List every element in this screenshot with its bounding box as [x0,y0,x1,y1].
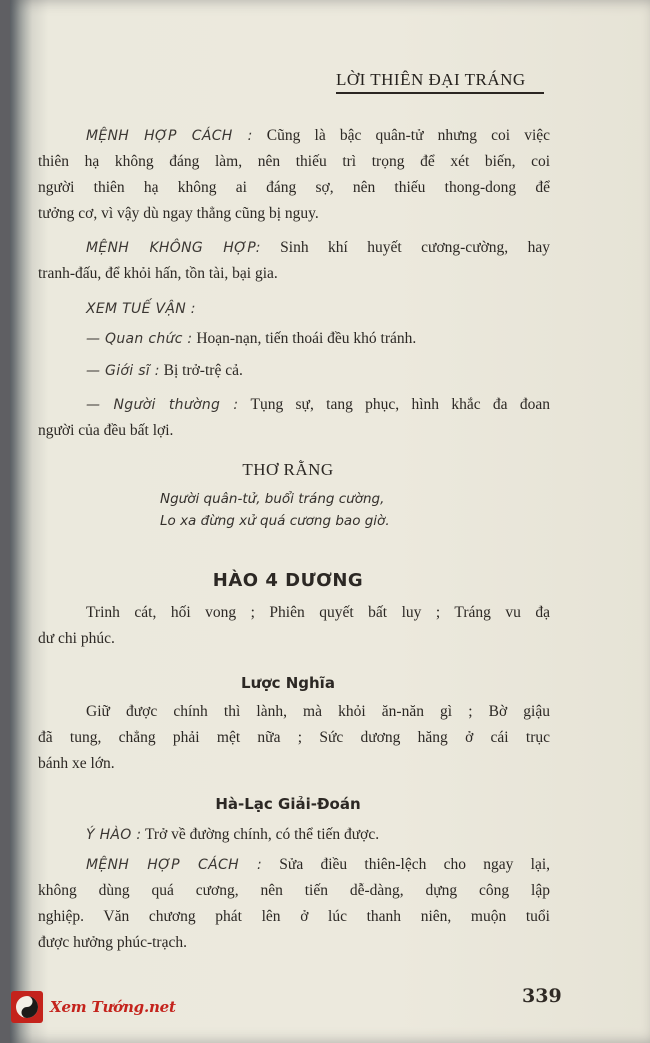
text-line: đã tung, chẳng phải mệt nữa ; Sức dương hăng ở cái trục [38,729,550,746]
text-line: bánh xe lớn. [38,755,115,772]
text-line: được hưởng phúc-trạch. [38,934,187,951]
text-line: MỆNH HỢP CÁCH : Sửa điều thiên-lệch cho ngay lại, [86,856,550,873]
ha-lac-heading: Hà-Lạc Giải-Đoán [215,795,361,813]
xem-tue-van-heading [38,296,550,322]
text-line: tranh-đấu, để khỏi hấn, tồn tài, bại gia. [38,265,278,282]
text-line: Giữ được chính thì lành, mà khỏi ăn-năn gì ; Bờ giậu [86,703,550,720]
section-label: XEM TUẾ VẬN : [86,301,196,317]
paragraph-menh-hop-cach [38,123,550,227]
tue-van-nguoi-thuong: — Người thường : Tụng sự, tang phục, hình khắc đa đoan người của đều bất lợi. [38,392,550,444]
hao-4-duong-heading: HÀO 4 DƯƠNG [212,570,364,591]
page-number: 339 [522,985,562,1007]
logo-text: Xem Tướng.net [50,998,176,1016]
item-label: — Giới sĩ : [86,363,160,379]
section-label: MỆNH HỢP CÁCH : [86,857,263,873]
text-line: không dùng quá cương, nên tiến dễ-dàng, dựng công lập [38,882,550,899]
poem [160,488,480,532]
section-label: MỆNH KHÔNG HỢP: [86,240,261,256]
text-line: thiên hạ không đáng làm, nên thiếu trì trọng để xét biến, coi [38,153,550,170]
poem-line: Người quân-tử, buổi tráng cường, [160,491,385,507]
text-line: người thiên hạ không ai đáng sợ, nên thiếu thong-dong để [38,179,550,196]
paragraph-y-hao: Ý HÀO : Trở về đường chính, có thể tiến được. [86,826,380,843]
paragraph-menh-hop-cach-2 [38,852,550,956]
text-line: MỆNH HỢP CÁCH : Cũng là bậc quân-tử nhưng coi việc [86,127,550,144]
item-label: — Người thường : [86,397,239,413]
section-label: MỆNH HỢP CÁCH : [86,128,253,144]
tho-rang-heading: THƠ RẰNG [242,460,334,479]
paragraph-hao-text [38,600,550,652]
paragraph-menh-khong-hop [38,235,550,287]
tue-van-gioi-si: — Giới sĩ : Bị trở-trệ cả. [86,362,243,379]
yin-yang-icon [10,990,44,1024]
text-line: tưởng cơ, vì vậy dù ngay thẳng cũng bị nguy. [38,205,319,222]
poem-line: Lo xa đừng xử quá cương bao giờ. [160,513,390,529]
tue-van-quan-chuc: — Quan chức : Hoạn-nạn, tiến thoái đều khó tránh. [86,330,417,347]
book-page [10,0,650,1043]
text-line: MỆNH KHÔNG HỢP: Sinh khí huyết cương-cường, hay [86,239,550,256]
section-label: Ý HÀO : [86,827,142,843]
text-line: Trinh cát, hối vong ; Phiên quyết bất luy ; Tráng vu đạ [86,604,550,621]
item-label: — Quan chức : [86,331,193,347]
site-logo[interactable] [10,990,176,1024]
paragraph-luoc-nghia [38,699,550,777]
text-line: nghiệp. Văn chương phát lên ở lúc thanh niên, muộn tuổi [38,908,550,925]
running-header: LỜI THIÊN ĐẠI TRÁNG [336,70,544,94]
text-line: dư chi phúc. [38,630,115,647]
text-line: người của đều bất lợi. [38,422,174,439]
luoc-nghia-heading: Lược Nghĩa [241,674,335,692]
